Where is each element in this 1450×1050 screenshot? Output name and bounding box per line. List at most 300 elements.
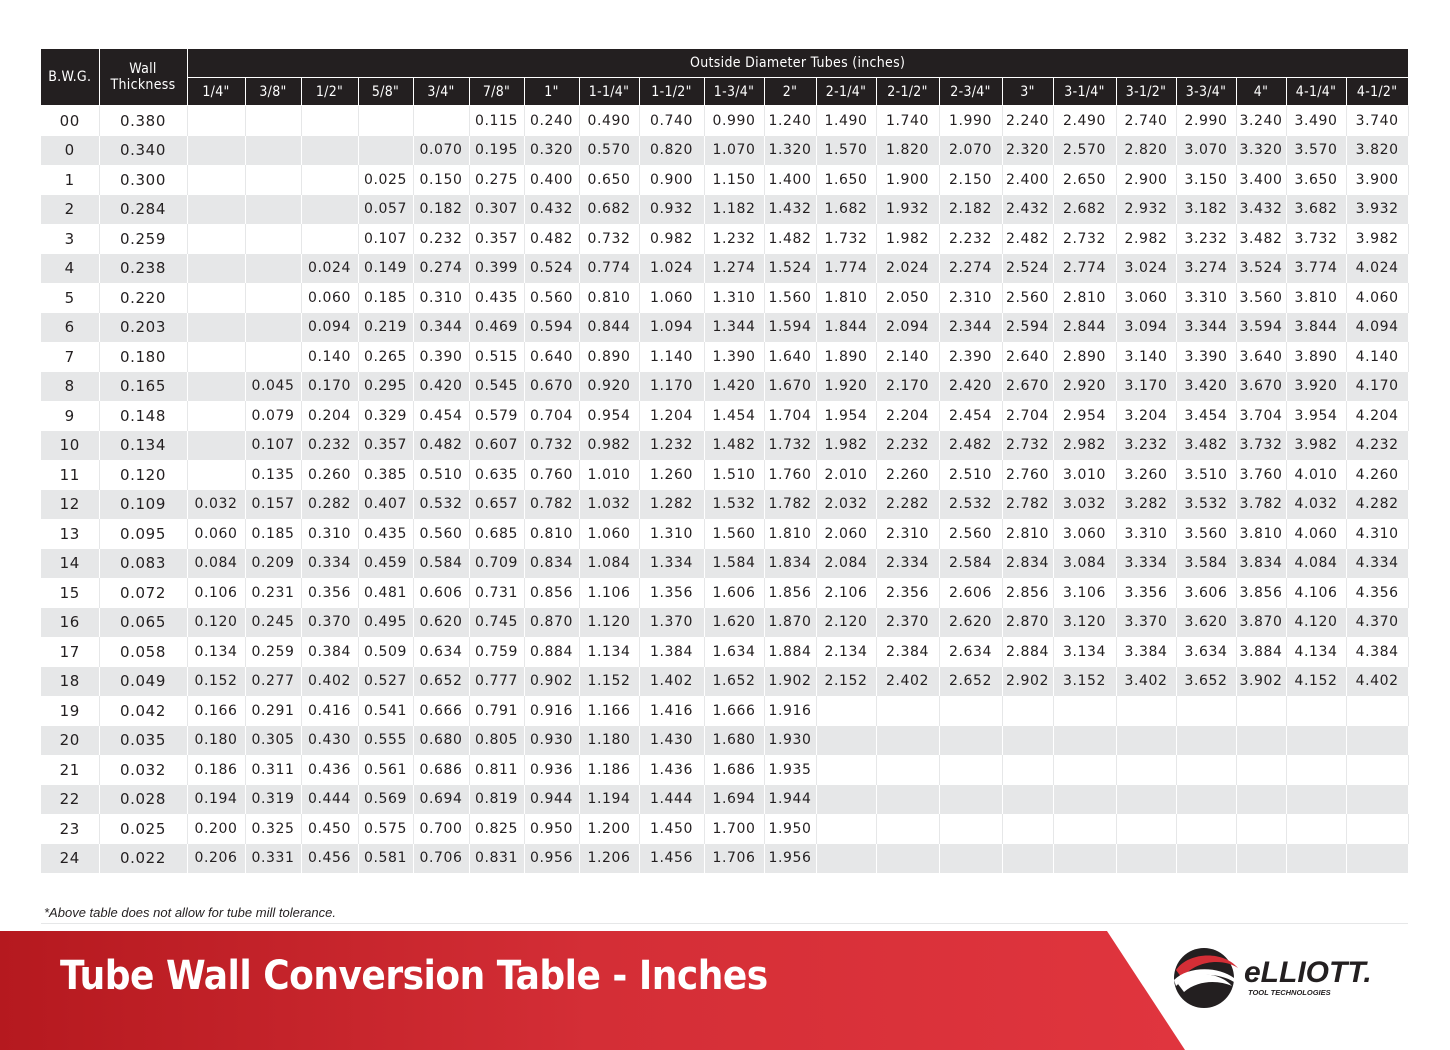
value-cell: 3.890 xyxy=(1286,342,1346,372)
value-cell: 1.320 xyxy=(764,136,816,166)
value-cell xyxy=(245,224,301,254)
value-cell: 0.560 xyxy=(413,519,469,549)
value-cell: 3.032 xyxy=(1053,490,1116,520)
value-cell: 3.920 xyxy=(1286,372,1346,402)
value-cell: 2.260 xyxy=(876,460,939,490)
value-cell: 0.107 xyxy=(358,224,413,254)
value-cell: 2.982 xyxy=(1116,224,1176,254)
value-cell: 0.325 xyxy=(245,814,301,844)
table-row xyxy=(41,696,1408,726)
value-cell: 2.560 xyxy=(939,519,1002,549)
value-cell xyxy=(1346,814,1408,844)
value-cell: 0.777 xyxy=(469,667,524,697)
value-cell xyxy=(1053,844,1116,874)
value-cell: 0.670 xyxy=(524,372,579,402)
value-cell: 2.454 xyxy=(939,401,1002,431)
value-cell xyxy=(1236,844,1286,874)
logo-wordmark: eLLIOTT. xyxy=(1244,956,1372,989)
value-cell: 0.170 xyxy=(301,372,358,402)
value-cell: 4.282 xyxy=(1346,490,1408,520)
size-header-cell: 4-1/2" xyxy=(1346,78,1408,106)
value-cell: 2.782 xyxy=(1002,490,1053,520)
value-cell: 3.150 xyxy=(1176,165,1236,195)
wall-thickness-cell: 0.072 xyxy=(99,578,187,608)
value-cell xyxy=(939,785,1002,815)
value-cell: 2.204 xyxy=(876,401,939,431)
value-cell xyxy=(1176,785,1236,815)
table-row xyxy=(41,460,1408,490)
size-header-cell: 1/2" xyxy=(301,78,358,106)
value-cell xyxy=(1236,696,1286,726)
wall-thickness-cell: 0.148 xyxy=(99,401,187,431)
wall-thickness-cell: 0.284 xyxy=(99,195,187,225)
value-cell: 2.420 xyxy=(939,372,1002,402)
table-row xyxy=(41,106,1408,136)
value-cell: 3.400 xyxy=(1236,165,1286,195)
bwg-cell: 00 xyxy=(41,106,99,136)
value-cell: 2.682 xyxy=(1053,195,1116,225)
value-cell: 0.694 xyxy=(413,785,469,815)
value-cell xyxy=(187,254,245,284)
size-header-cell: 1" xyxy=(524,78,579,106)
value-cell: 2.732 xyxy=(1002,431,1053,461)
value-cell xyxy=(187,195,245,225)
value-cell: 2.070 xyxy=(939,136,1002,166)
value-cell xyxy=(187,372,245,402)
value-cell: 0.070 xyxy=(413,136,469,166)
table-header xyxy=(41,49,1408,106)
value-cell: 3.106 xyxy=(1053,578,1116,608)
value-cell: 3.856 xyxy=(1236,578,1286,608)
value-cell: 0.524 xyxy=(524,254,579,284)
value-cell xyxy=(816,696,876,726)
value-cell xyxy=(245,165,301,195)
value-cell: 0.545 xyxy=(469,372,524,402)
value-cell xyxy=(1116,755,1176,785)
value-cell: 1.732 xyxy=(764,431,816,461)
value-cell: 0.277 xyxy=(245,667,301,697)
value-cell: 0.195 xyxy=(469,136,524,166)
value-cell xyxy=(187,401,245,431)
bwg-cell: 0 xyxy=(41,136,99,166)
value-cell: 2.356 xyxy=(876,578,939,608)
bwg-cell: 9 xyxy=(41,401,99,431)
size-header-cell: 7/8" xyxy=(469,78,524,106)
value-cell xyxy=(1236,726,1286,756)
value-cell: 1.935 xyxy=(764,755,816,785)
value-cell: 2.182 xyxy=(939,195,1002,225)
bwg-cell: 7 xyxy=(41,342,99,372)
wall-thickness-cell: 0.058 xyxy=(99,637,187,667)
value-cell: 2.774 xyxy=(1053,254,1116,284)
table-row xyxy=(41,578,1408,608)
size-header-cell: 3/8" xyxy=(245,78,301,106)
value-cell: 0.459 xyxy=(358,549,413,579)
value-cell: 0.204 xyxy=(301,401,358,431)
value-cell: 1.182 xyxy=(704,195,764,225)
bwg-cell: 15 xyxy=(41,578,99,608)
value-cell: 1.060 xyxy=(579,519,639,549)
value-cell: 3.870 xyxy=(1236,608,1286,638)
table-row xyxy=(41,549,1408,579)
value-cell: 3.334 xyxy=(1116,549,1176,579)
value-cell: 1.180 xyxy=(579,726,639,756)
value-cell: 0.344 xyxy=(413,313,469,343)
value-cell: 0.185 xyxy=(358,283,413,313)
value-cell: 2.620 xyxy=(939,608,1002,638)
bwg-cell: 2 xyxy=(41,195,99,225)
value-cell: 0.805 xyxy=(469,726,524,756)
table-row xyxy=(41,667,1408,697)
value-cell xyxy=(1002,844,1053,874)
value-cell: 3.634 xyxy=(1176,637,1236,667)
value-cell: 1.024 xyxy=(639,254,704,284)
value-cell: 1.652 xyxy=(704,667,764,697)
value-cell: 0.084 xyxy=(187,549,245,579)
value-cell: 0.954 xyxy=(579,401,639,431)
value-cell: 0.259 xyxy=(245,637,301,667)
value-cell: 3.344 xyxy=(1176,313,1236,343)
value-cell: 2.990 xyxy=(1176,106,1236,136)
wall-thickness-cell: 0.109 xyxy=(99,490,187,520)
size-header-cell: 1-1/4" xyxy=(579,78,639,106)
value-cell: 0.025 xyxy=(358,165,413,195)
wall-thickness-cell: 0.095 xyxy=(99,519,187,549)
value-cell xyxy=(187,136,245,166)
table-row xyxy=(41,136,1408,166)
value-cell: 2.954 xyxy=(1053,401,1116,431)
value-cell: 1.152 xyxy=(579,667,639,697)
value-cell xyxy=(939,726,1002,756)
value-cell: 0.291 xyxy=(245,696,301,726)
value-cell: 0.310 xyxy=(413,283,469,313)
value-cell: 3.482 xyxy=(1176,431,1236,461)
value-cell: 0.185 xyxy=(245,519,301,549)
value-cell: 0.902 xyxy=(524,667,579,697)
bwg-cell: 17 xyxy=(41,637,99,667)
value-cell: 0.334 xyxy=(301,549,358,579)
value-cell: 0.635 xyxy=(469,460,524,490)
value-cell: 0.682 xyxy=(579,195,639,225)
value-cell: 2.232 xyxy=(939,224,1002,254)
value-cell: 1.232 xyxy=(639,431,704,461)
value-cell: 0.079 xyxy=(245,401,301,431)
value-cell: 2.884 xyxy=(1002,637,1053,667)
size-header-cell: 5/8" xyxy=(358,78,413,106)
value-cell: 0.115 xyxy=(469,106,524,136)
value-cell: 0.686 xyxy=(413,755,469,785)
value-cell: 1.732 xyxy=(816,224,876,254)
wall-thickness-header xyxy=(99,49,187,106)
value-cell: 0.732 xyxy=(579,224,639,254)
value-cell: 0.561 xyxy=(358,755,413,785)
value-cell: 2.650 xyxy=(1053,165,1116,195)
value-cell xyxy=(1053,696,1116,726)
value-cell: 1.344 xyxy=(704,313,764,343)
bwg-cell: 21 xyxy=(41,755,99,785)
value-cell: 1.140 xyxy=(639,342,704,372)
value-cell xyxy=(816,785,876,815)
value-cell: 0.295 xyxy=(358,372,413,402)
bwg-cell: 14 xyxy=(41,549,99,579)
value-cell: 0.060 xyxy=(187,519,245,549)
value-cell xyxy=(1053,785,1116,815)
value-cell: 0.436 xyxy=(301,755,358,785)
value-cell: 2.490 xyxy=(1053,106,1116,136)
value-cell: 2.844 xyxy=(1053,313,1116,343)
value-cell xyxy=(245,195,301,225)
value-cell: 1.856 xyxy=(764,578,816,608)
conversion-table xyxy=(41,49,1409,873)
value-cell: 0.579 xyxy=(469,401,524,431)
value-cell: 3.260 xyxy=(1116,460,1176,490)
value-cell: 0.732 xyxy=(524,431,579,461)
value-cell: 0.666 xyxy=(413,696,469,726)
value-cell: 3.932 xyxy=(1346,195,1408,225)
value-cell: 3.704 xyxy=(1236,401,1286,431)
value-cell: 1.670 xyxy=(764,372,816,402)
value-cell xyxy=(1176,814,1236,844)
value-cell xyxy=(245,283,301,313)
value-cell: 2.170 xyxy=(876,372,939,402)
value-cell: 2.384 xyxy=(876,637,939,667)
value-cell xyxy=(816,814,876,844)
value-cell: 1.170 xyxy=(639,372,704,402)
value-cell: 2.810 xyxy=(1053,283,1116,313)
table-row xyxy=(41,342,1408,372)
bwg-cell: 3 xyxy=(41,224,99,254)
value-cell: 0.045 xyxy=(245,372,301,402)
size-header-row xyxy=(41,78,1408,106)
value-cell: 3.510 xyxy=(1176,460,1236,490)
value-cell xyxy=(939,755,1002,785)
conversion-table-container xyxy=(41,49,1408,873)
value-cell: 2.704 xyxy=(1002,401,1053,431)
table-row xyxy=(41,283,1408,313)
value-cell: 3.010 xyxy=(1053,460,1116,490)
value-cell: 1.640 xyxy=(764,342,816,372)
value-cell: 4.356 xyxy=(1346,578,1408,608)
value-cell: 0.650 xyxy=(579,165,639,195)
value-cell xyxy=(1002,696,1053,726)
value-cell: 3.982 xyxy=(1286,431,1346,461)
value-cell xyxy=(876,785,939,815)
value-cell: 1.150 xyxy=(704,165,764,195)
value-cell: 1.890 xyxy=(816,342,876,372)
value-cell: 1.774 xyxy=(816,254,876,284)
value-cell: 0.856 xyxy=(524,578,579,608)
value-cell xyxy=(876,814,939,844)
wall-thickness-cell: 0.049 xyxy=(99,667,187,697)
value-cell: 4.260 xyxy=(1346,460,1408,490)
value-cell: 3.094 xyxy=(1116,313,1176,343)
value-cell: 0.032 xyxy=(187,490,245,520)
value-cell xyxy=(876,755,939,785)
value-cell xyxy=(1002,814,1053,844)
value-cell: 0.282 xyxy=(301,490,358,520)
value-cell: 3.560 xyxy=(1236,283,1286,313)
value-cell: 0.936 xyxy=(524,755,579,785)
value-cell: 1.950 xyxy=(764,814,816,844)
table-row xyxy=(41,490,1408,520)
value-cell: 1.310 xyxy=(704,283,764,313)
value-cell: 1.204 xyxy=(639,401,704,431)
value-cell: 1.390 xyxy=(704,342,764,372)
value-cell: 0.219 xyxy=(358,313,413,343)
value-cell: 3.760 xyxy=(1236,460,1286,490)
value-cell: 1.450 xyxy=(639,814,704,844)
value-cell: 0.200 xyxy=(187,814,245,844)
value-cell xyxy=(245,313,301,343)
value-cell: 1.680 xyxy=(704,726,764,756)
value-cell: 1.932 xyxy=(876,195,939,225)
wall-thickness-cell: 0.165 xyxy=(99,372,187,402)
value-cell xyxy=(1002,755,1053,785)
value-cell: 0.740 xyxy=(639,106,704,136)
value-cell: 0.791 xyxy=(469,696,524,726)
value-cell: 3.274 xyxy=(1176,254,1236,284)
value-cell: 1.430 xyxy=(639,726,704,756)
value-cell: 2.900 xyxy=(1116,165,1176,195)
value-cell: 1.232 xyxy=(704,224,764,254)
elliott-swoosh-icon xyxy=(1168,940,1383,1020)
value-cell: 0.481 xyxy=(358,578,413,608)
value-cell: 0.745 xyxy=(469,608,524,638)
value-cell xyxy=(187,224,245,254)
value-cell: 0.152 xyxy=(187,667,245,697)
bwg-cell: 4 xyxy=(41,254,99,284)
value-cell: 3.570 xyxy=(1286,136,1346,166)
value-cell: 2.482 xyxy=(1002,224,1053,254)
value-cell: 0.944 xyxy=(524,785,579,815)
value-cell xyxy=(876,726,939,756)
value-cell xyxy=(1053,814,1116,844)
value-cell: 1.444 xyxy=(639,785,704,815)
value-cell: 2.570 xyxy=(1053,136,1116,166)
value-cell: 0.402 xyxy=(301,667,358,697)
value-cell: 1.200 xyxy=(579,814,639,844)
bwg-cell: 19 xyxy=(41,696,99,726)
value-cell: 1.420 xyxy=(704,372,764,402)
value-cell: 0.310 xyxy=(301,519,358,549)
value-cell: 1.686 xyxy=(704,755,764,785)
value-cell xyxy=(1286,755,1346,785)
value-cell: 1.982 xyxy=(816,431,876,461)
value-cell xyxy=(301,136,358,166)
value-cell: 1.310 xyxy=(639,519,704,549)
size-header-cell: 1-1/2" xyxy=(639,78,704,106)
value-cell xyxy=(187,342,245,372)
value-cell: 0.820 xyxy=(639,136,704,166)
value-cell: 0.774 xyxy=(579,254,639,284)
value-cell: 1.844 xyxy=(816,313,876,343)
value-cell: 0.634 xyxy=(413,637,469,667)
bwg-cell: 8 xyxy=(41,372,99,402)
value-cell: 3.232 xyxy=(1116,431,1176,461)
value-cell: 1.356 xyxy=(639,578,704,608)
value-cell: 1.944 xyxy=(764,785,816,815)
value-cell: 3.900 xyxy=(1346,165,1408,195)
value-cell: 2.344 xyxy=(939,313,1002,343)
elliott-logo xyxy=(1168,940,1383,1025)
value-cell: 0.620 xyxy=(413,608,469,638)
value-cell xyxy=(1286,814,1346,844)
value-cell: 0.680 xyxy=(413,726,469,756)
value-cell: 0.057 xyxy=(358,195,413,225)
value-cell: 0.370 xyxy=(301,608,358,638)
value-cell: 2.670 xyxy=(1002,372,1053,402)
value-cell: 3.732 xyxy=(1236,431,1286,461)
value-cell xyxy=(876,844,939,874)
value-cell: 0.731 xyxy=(469,578,524,608)
value-cell: 0.094 xyxy=(301,313,358,343)
value-cell: 0.385 xyxy=(358,460,413,490)
value-cell xyxy=(1116,726,1176,756)
value-cell: 2.274 xyxy=(939,254,1002,284)
value-cell: 0.890 xyxy=(579,342,639,372)
value-cell: 3.844 xyxy=(1286,313,1346,343)
value-cell: 1.166 xyxy=(579,696,639,726)
value-cell: 0.527 xyxy=(358,667,413,697)
value-cell xyxy=(1346,696,1408,726)
value-cell: 0.166 xyxy=(187,696,245,726)
value-cell xyxy=(358,106,413,136)
value-cell: 0.541 xyxy=(358,696,413,726)
table-row xyxy=(41,195,1408,225)
value-cell: 0.329 xyxy=(358,401,413,431)
value-cell: 4.010 xyxy=(1286,460,1346,490)
value-cell xyxy=(816,755,876,785)
value-cell: 0.819 xyxy=(469,785,524,815)
value-cell: 0.990 xyxy=(704,106,764,136)
bwg-cell: 1 xyxy=(41,165,99,195)
value-cell: 3.560 xyxy=(1176,519,1236,549)
value-cell: 1.810 xyxy=(816,283,876,313)
value-cell: 2.050 xyxy=(876,283,939,313)
value-cell: 0.510 xyxy=(413,460,469,490)
value-cell: 0.930 xyxy=(524,726,579,756)
value-cell: 0.870 xyxy=(524,608,579,638)
value-cell: 4.370 xyxy=(1346,608,1408,638)
bwg-cell: 12 xyxy=(41,490,99,520)
table-row xyxy=(41,224,1408,254)
value-cell: 0.357 xyxy=(469,224,524,254)
value-cell: 3.204 xyxy=(1116,401,1176,431)
value-cell: 0.652 xyxy=(413,667,469,697)
value-cell: 2.232 xyxy=(876,431,939,461)
size-header-cell: 3/4" xyxy=(413,78,469,106)
size-header-cell: 3-3/4" xyxy=(1176,78,1236,106)
value-cell: 0.594 xyxy=(524,313,579,343)
value-cell: 1.982 xyxy=(876,224,939,254)
value-cell: 0.607 xyxy=(469,431,524,461)
value-cell: 2.902 xyxy=(1002,667,1053,697)
wall-thickness-cell: 0.300 xyxy=(99,165,187,195)
value-cell: 3.682 xyxy=(1286,195,1346,225)
value-cell: 2.810 xyxy=(1002,519,1053,549)
value-cell: 1.834 xyxy=(764,549,816,579)
value-cell: 1.666 xyxy=(704,696,764,726)
table-row xyxy=(41,785,1408,815)
value-cell: 2.310 xyxy=(939,283,1002,313)
wall-thickness-cell: 0.120 xyxy=(99,460,187,490)
value-cell xyxy=(939,696,1002,726)
size-header-cell: 2-1/2" xyxy=(876,78,939,106)
value-cell: 2.920 xyxy=(1053,372,1116,402)
value-cell xyxy=(1236,755,1286,785)
value-cell: 1.532 xyxy=(704,490,764,520)
bwg-cell: 13 xyxy=(41,519,99,549)
